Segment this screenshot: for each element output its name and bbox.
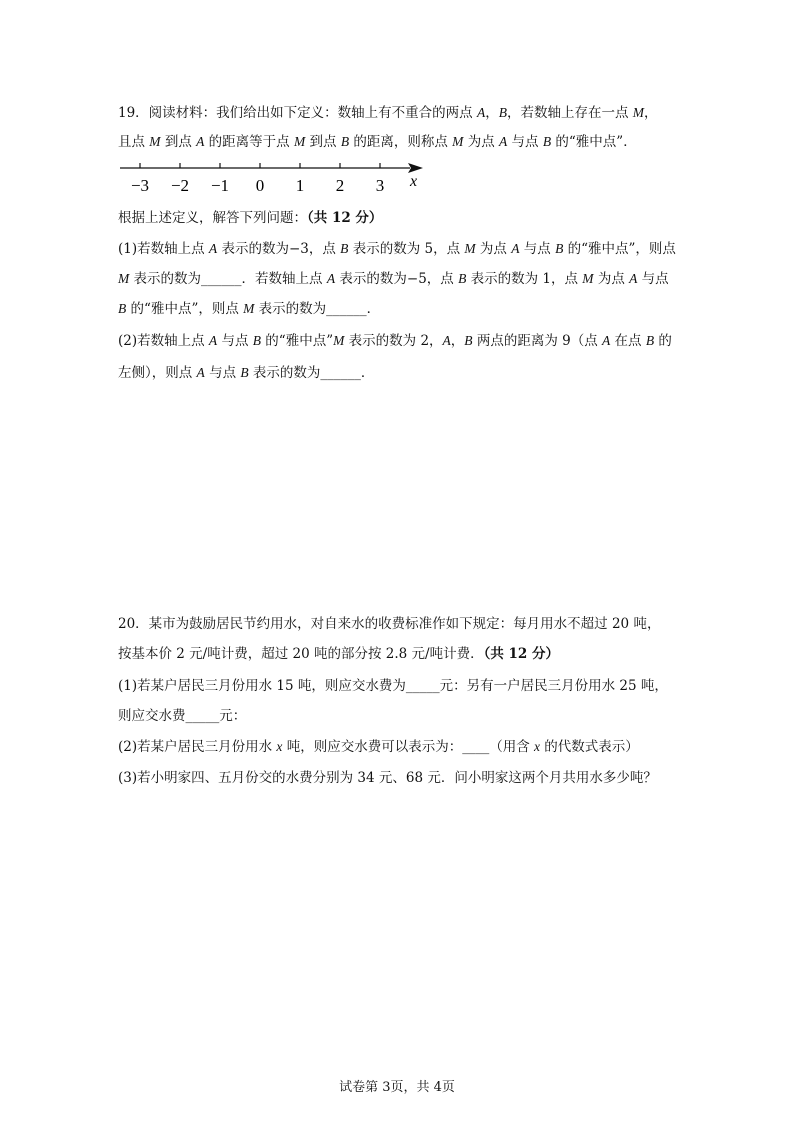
axis-label-x: x [410,173,418,190]
q20-part1-line-2: 则应交水费_____元： [118,708,247,724]
number-line-tick-label: 3 [375,176,385,195]
q20-part2: (2)若某户居民三月份用水 x 吨，则应交水费可以表示为：____（用含 x 的代数式表示） [118,739,639,755]
number-line-tick-label: −2 [170,176,190,195]
q20-part1-line-1: (1)若某户居民三月份用水 15 吨，则应交水费为_____元：另有一户居民三月份用水 25 吨， [118,678,668,694]
number-line-tick-label: −1 [210,176,230,195]
page-footer: 试卷第 3页，共 4页 [339,1080,455,1095]
q19-part1-line-1: (1)若数轴上点 A 表示的数为−3，点 B 表示的数为 5，点 M 为点 A 与点 B 的“雅中点”，则点 [118,241,676,257]
q20-line-1: 20．某市为鼓励居民节约用水，对自来水的收费标准作如下规定：每月用水不超过 20 吨， [118,616,661,632]
number-line-figure [118,158,428,198]
q19-part1-line-3: B 的“雅中点”，则点 M 表示的数为______． [118,301,381,317]
number-line-tick-label: 0 [255,176,265,195]
q19-line-1: 19．阅读材料：我们给出如下定义：数轴上有不重合的两点 A，B，若数轴上存在一点 M， [118,105,658,121]
q19-part2-line-1: (2)若数轴上点 A 与点 B 的“雅中点”M 表示的数为 2，A，B 两点的距离为 9（点 A 在点 B 的 [118,333,672,349]
q19-line-2: 且点 M 到点 A 的距离等于点 M 到点 B 的距离，则称点 M 为点 A 与点 B 的“雅中点”． [118,134,637,150]
q19-part2-line-2: 左侧），则点 A 与点 B 表示的数为______． [118,365,375,381]
number-line-tick-label: 2 [335,176,345,195]
number-line-tick-label: 1 [295,176,305,195]
q19-instructions: 根据上述定义，解答下列问题：（共 12 分） [118,210,383,226]
number-line-arrow [408,163,423,173]
q20-part3: (3)若小明家四、五月份交的水费分别为 34 元、68 元．问小明家这两个月共用水多少吨？ [118,770,657,786]
q20-line-2: 按基本价 2 元/吨计费，超过 20 吨的部分按 2.8 元/吨计费．（共 12 分） [118,646,560,662]
q19-part1-line-2: M 表示的数为______．若数轴上点 A 表示的数为−5，点 B 表示的数为 1，点 M 为点 A 与点 [118,271,669,287]
number-line-tick-label: −3 [130,176,150,195]
